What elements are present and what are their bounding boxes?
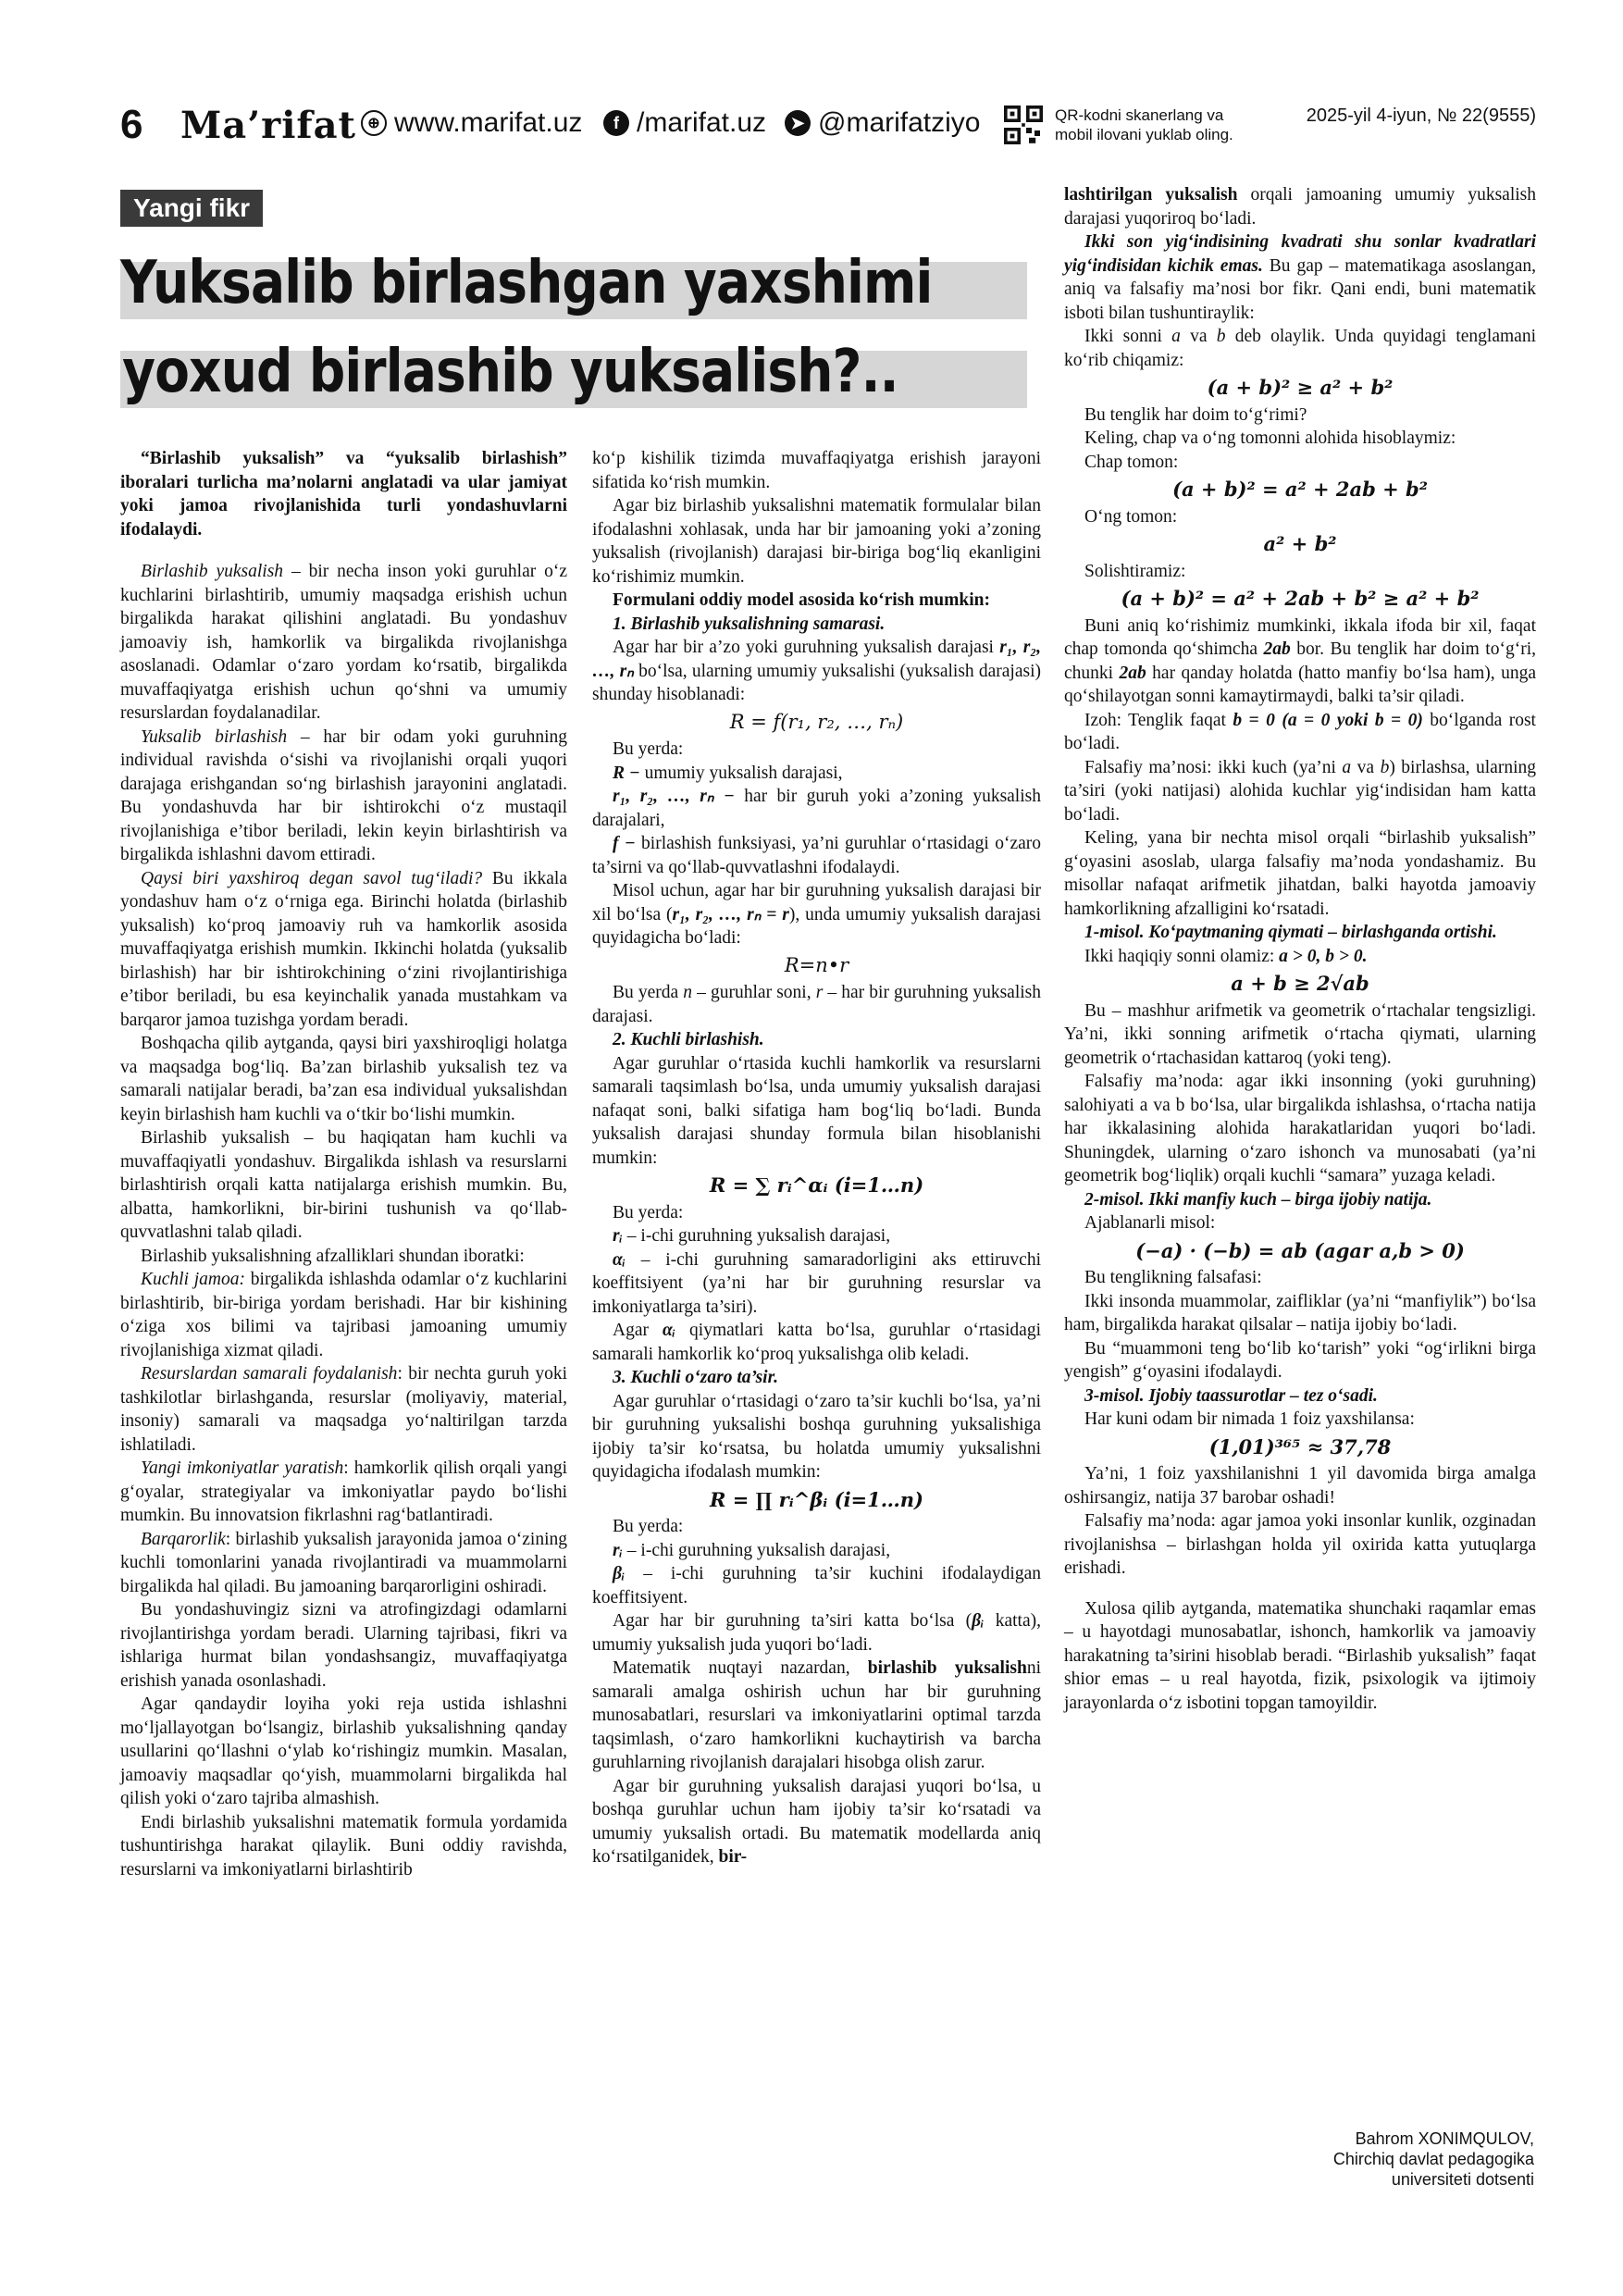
formula-10: (−a) · (−b) = ab (agar a,b > 0) [1135,1238,1465,1262]
paragraph: Bu yerda: [613,739,684,759]
author-signature [1203,2128,1534,2190]
paragraph: Falsafiy ma’nosi: ikki kuch (ya’ni a va b) birlashsa, ularning ta’siri (yoki natijasi) alohida kuchlar yig‘indisidan ham katta bo‘ladi. [1064,757,1536,825]
definition: f − birlashish funksiyasi, ya’ni guruhlar o‘rtasidagi o‘zaro ta’sirni va qo‘llab-quvvatlashni ifodalaydi. [592,834,1041,877]
definition: rᵢ – i-chi guruhning yuksalish darajasi, [613,1226,891,1246]
paragraph: Bu yerda n – guruhlar soni, r – har bir guruhning yuksalish darajasi. [592,983,1042,1026]
paragraph: lashtirilgan yuksalish orqali jamoaning umumiy yuksalish darajasi yuqoriroq bo‘ladi. [1064,185,1536,229]
formula-6: (a + b)² = a² + 2ab + b² [1172,478,1428,501]
formula-2: R=n•r [784,953,849,976]
paragraph: Yangi imkoniyatlar yaratish: hamkorlik qilish orqali yangi g‘oyalar, strategiyalar va imkoniyatlar paydo bo‘lishi mumkin. Bu innovatsion fikrlashni rag‘batlantiradi. [120,1458,568,1525]
paragraph: Agar biz birlashib yuksalishni matematik formulalar bilan ifodalashni xohlasak, unda har bir jamoaning yoki a’zoning yuksalish (rivojlanish) darajasi bir-biriga bog‘liq ekanligini ko‘rishimiz mumkin. [592,496,1041,587]
definition: αᵢ – i-chi guruhning samaradorligini aks ettiruvchi koeffitsiyent (ya’ni har bir guruhning resurslar va imkoniyatlarga ta’siri). [592,1249,1041,1317]
telegram-link[interactable] [785,107,981,139]
paragraph: Ikki haqiqiy sonni olamiz: a > 0, b > 0. [1084,946,1368,966]
website-link[interactable] [361,107,582,139]
paragraph: Falsafiy ma’noda: agar jamoa yoki insonlar kunlik, ozginadan rivojlanishsa – birlashgan holda yil oxirida katta yutuqlarga erishadi. [1064,1511,1536,1578]
title-line-2: yoxud birlashib yuksalish?.. [122,338,898,406]
qr-caption: QR-kodni skanerlang va mobil ilovani yuklab oling. [1055,106,1233,143]
subheading: 1. Birlashib yuksalishning samarasi. [613,614,886,634]
website-text: www.marifat.uz [394,107,583,138]
paragraph: Har kuni odam bir nimada 1 foiz yaxshilansa: [1084,1409,1415,1429]
paragraph: Bu tenglik har doim to‘g‘rimi? [1084,404,1307,425]
paragraph: Birlashib yuksalish – bir necha inson yoki guruhlar o‘z kuchlarini birlashtirib, umumiy maqsadga erishish uchun birgalikda harakat qilishini anglatadi. Bu yondashuv jamoaviy ish, hamkorlik va birgalikda rivojlanishga asoslanadi. Odamlar o‘zaro yordam ko‘rsatib, birgalikda muvaffaqiyatga erishish uchun qo‘shni va umumiy resurslardan foydalanadilar. [120,562,568,723]
paragraph: Keling, yana bir nechta misol orqali “birlashib yuksalish” g‘oyasini asoslab, ularga falsafiy ma’noda yondashamiz. Bu misollar nafaqat arifmetik jihatdan, balki hayotda jamoaviy hamkorlikning afzalligini ko‘rsatadi. [1064,828,1536,919]
facebook-link[interactable] [603,107,766,139]
subheading: Formulani oddiy model asosida ko‘rish mumkin: [613,590,990,610]
paragraph: Ikki son yig‘indisining kvadrati shu sonlar kvadratlari yig‘indisidan kichik emas. Bu gap – matematikaga asoslangan, aniq va falsafiy ma’nosi bor fikr. Qani endi, buni matematik isboti bilan tushuntiraylik: [1064,232,1536,323]
newspaper-logo[interactable]: Ma’rifat [180,104,356,147]
paragraph: ko‘p kishilik tizimda muvaffaqiyatga erishish jarayoni sifatida ko‘rish mumkin. [592,449,1041,492]
definition: r₁, r₂, …, rₙ − har bir guruh yoki a’zoning yuksalish darajalari, [592,787,1041,830]
globe-icon: ⊕ [361,110,387,136]
telegram-icon: ➤ [785,110,811,136]
facebook-icon: f [603,110,629,136]
subheading: 2-misol. Ikki manfiy kuch – birga ijobiy natija. [1084,1189,1432,1210]
paragraph: Falsafiy ma’noda: agar ikki insonning (yoki guruhning) salohiyati a va b bo‘lsa, ular birgalikda ishlashsa, o‘rtacha natija har ikkalasining alohida harakatlaridan yuqori bo‘ladi. Shuningdek, ularning o‘zaro ishonch va munosabati (ya’ni geometrik bog‘liqlik) orqali kuchli “samara” yuzaga keladi. [1064,1072,1536,1185]
formula-4: R = ∏ rᵢ^βᵢ (i=1…n) [710,1487,923,1511]
paragraph: Bu tenglikning falsafasi: [1084,1268,1262,1287]
subheading: 2. Kuchli birlashish. [613,1030,764,1049]
column-3 [1064,183,1536,1715]
paragraph: Agar har bir guruhning ta’siri katta bo‘lsa (βᵢ katta), umumiy yuksalish juda yuqori bo‘ladi. [592,1611,1042,1655]
paragraph: Keling, chap va o‘ng tomonni alohida hisoblaymiz: [1084,428,1456,448]
author-affiliation: universiteti dotsenti [1391,2170,1534,2189]
issue-date: 2025-yil 4-iyun, № 22(9555) [1306,105,1536,126]
paragraph: Bu – mashhur arifmetik va geometrik o‘rtachalar tengsizligi. Ya’ni, ikki sonning arifmetik o‘rtacha qiymati, ularning geometrik o‘rtachasidan kattaroq (yoki teng). [1064,1000,1536,1068]
paragraph: Ya’ni, 1 foiz yaxshilanishni 1 yil davomida birga amalga oshirsangiz, natija 37 barobar oshadi! [1064,1464,1536,1508]
paragraph: Boshqacha qilib aytganda, qaysi biri yaxshiroqligi holatga va maqsadga bog‘liq. Ba’zan birlashib yuksalish tez va samarali natijalar beradi, ba’zan esa individual yuksalishdan keyin birlashish ham kuchli va o‘tkir bo‘lishi mumkin. [120,1034,567,1124]
paragraph: Agar αᵢ qiymatlari katta bo‘lsa, guruhlar o‘rtasidagi samarali hamkorlik ko‘proq yuksalishga olib keladi. [592,1321,1041,1364]
paragraph: Agar qandaydir loyiha yoki reja ustida ishlashni mo‘ljallayotgan bo‘lsangiz, birlashib yuksalishning qanday usullarini qo‘llashni o‘ylab ko‘rishingiz mumkin. Masalan, jamoaviy maqsadlar qo‘yish, muammolarni birgalikda hal qilish yoki o‘zaro tajriba almashish. [120,1694,567,1808]
rubric-label: Yangi fikr [120,190,263,227]
subheading: 3. Kuchli o‘zaro ta’sir. [613,1368,778,1387]
paragraph: Yuksalib birlashish – har bir odam yoki guruhning individual ravishda o‘sishi va rivojlanishi orqali yuqori darajaga erishgandan so‘ng birlashish jarayonini anglatadi. Bu yondashuvda har bir ishtirokchi o‘z mustaqil rivojlanishiga e’tibor beriladi, lekin keyin birlashtirish va birgalikda ishlashni davom ettiradi. [120,726,567,864]
column-2 [592,447,1041,1869]
formula-7: a² + b² [1263,532,1337,555]
paragraph: Agar guruhlar o‘rtasidagi o‘zaro ta’sir kuchli bo‘lsa, ya’ni bir guruhning yuksalishi boshqa guruhning yuksalishiga ijobiy ta’sir ko‘rsatsa, bu holatda umumiy yuksalishni quyidagicha ifodalash mumkin: [592,1391,1041,1482]
paragraph: Xulosa qilib aytganda, matematika shunchaki raqamlar emas – u hayotdagi munosabatlar, ishonch, hamkorlik va jamoaviy harakatning ta’sirini hisoblab beradi. “Birlashib yuksalish” faqat shior emas – u real hayotda, fizik, psixologik va ijtimoiy jarayonlarda o‘z isbotini topgan tamoyildir. [1064,1598,1536,1713]
paragraph: Solishtiramiz: [1084,561,1186,581]
paragraph: Bu yondashuvingiz sizni va atrofingizdagi odamlarni rivojlantirishga yordam beradi. Ularning tajribasi, fikri va ishlariga hurmat bilan yondashsangiz, muvaffaqiyatga erishish yanada osonlashadi. [120,1600,567,1691]
formula-3: R = ∑ rᵢ^αᵢ (i=1…n) [709,1173,924,1197]
article-lead: “Birlashib yuksalish” va “yuksalib birlashish” iboralari turlicha ma’nolarni anglatadi va ular jamiyat yoki jamoa rivojlanishida turli yondashuvlarni ifodalaydi. [120,449,567,540]
paragraph: Izoh: Tenglik faqat b = 0 (a = 0 yoki b = 0) bo‘lganda rost bo‘ladi. [1064,710,1536,753]
paragraph: Bu yerda: [613,1202,684,1222]
paragraph: Agar har bir a’zo yoki guruhning yuksalish darajasi r₁, r₂, …, rₙ bo‘lsa, ularning umumiy yuksalishi (yuksalish darajasi) shunday hisoblanadi: [592,638,1042,704]
formula-5: (a + b)² ≥ a² + b² [1207,376,1394,399]
paragraph: Misol uchun, agar har bir guruhning yuksalish darajasi bir xil bo‘lsa (r₁, r₂, …, rₙ = r), unda umumiy yuksalish darajasi quyidagicha bo‘ladi: [592,881,1042,948]
paragraph: Agar guruhlar o‘rtasida kuchli hamkorlik va resurslarni samarali taqsimlash bo‘lsa, unda umumiy yuksalish darajasi nafaqat soni, balki sifatiga ham bog‘liq bo‘ladi. Bunda yuksalish darajasi shunday formula bilan hisoblanishi mumkin: [592,1053,1041,1168]
formula-1: R = f(r₁, r₂, …, rₙ) [729,710,904,733]
formula-11: (1,01)³⁶⁵ ≈ 37,78 [1208,1434,1392,1458]
paragraph: Qaysi biri yaxshiroq degan savol tug‘iladi? Bu ikkala yondashuv ham o‘z o‘rniga ega. Birinchi holatda (birlashib yuksalish) ko‘proq jamoaviy ruh va hamkorlik asosida muvaffaqiyatga erishish mumkin. Ikkinchi holatda (yuksalib birlashish) har bir ishtirokchining o‘zini rivojlantirishiga e’tibor beriladi, bu esa keyinchalik yanada mustahkam va barqaror jamoa tuzishga yordam beradi. [120,868,567,1030]
facebook-text: /marifat.uz [637,107,767,138]
paragraph: Matematik nuqtayi nazardan, birlashib yuksalishni samarali amalga oshirish uchun har bir guruhning munosabatlari, resurslari va imkoniyatlarini optimal tarzda taqsimlash, o‘zaro hamkorlikni kuchaytirish va barcha guruhlarning rivojlanish darajalari hisobga olish zarur. [592,1658,1041,1772]
title-line-1: Yuksalib birlashgan yaxshimi [120,249,933,317]
qr-code-icon[interactable] [1004,105,1043,144]
paragraph: Birlashib yuksalishning afzalliklari shundan iboratki: [141,1246,525,1266]
paragraph: Birlashib yuksalish – bu haqiqatan ham kuchli va muvaffaqiyatli yondashuv. Birgalikda ishlash va resurslarni birlashtirish orqali katta natijalarga erishish mumkin. Bu, albatta, hamkorlikni, bir-birini tushunish va qo‘llab-quvvatlashni talab qiladi. [120,1128,567,1242]
author-affiliation: Chirchiq davlat pedagogika [1332,2150,1534,2168]
article-title [120,245,1027,430]
paragraph: Agar bir guruhning yuksalish darajasi yuqori bo‘lsa, u boshqa guruhlar uchun ham ijobiy ta’sir ko‘rsatadi va umumiy yuksalish ortadi. Bu matematik modellarda aniq ko‘rsatilganidek, bir- [592,1776,1041,1867]
paragraph: Bu “muammoni teng bo‘lib ko‘tarish” yoki “og‘irlikni birga yengish” g‘oyasini ifodalaydi. [1064,1338,1536,1382]
definition: rᵢ – i-chi guruhning yuksalish darajasi, [613,1540,891,1560]
subheading: 1-misol. Ko‘paytmaning qiymati – birlashganda ortishi. [1084,923,1497,942]
author-name: Bahrom XONIMQULOV, [1355,2129,1534,2148]
formula-8: (a + b)² = a² + 2ab + b² ≥ a² + b² [1121,587,1480,610]
paragraph: Buni aniq ko‘rishimiz mumkinki, ikkala ifoda bir xil, faqat chap tomonda qo‘shimcha 2ab bor. Bu tenglik har doim to‘g‘ri, chunki 2ab har qanday holatda (hatto manfiy bo‘lsa ham), unga qo‘shilayotgan sonni kamaytirmaydi, balki ta’sir qiladi. [1064,615,1537,706]
paragraph: Ikki sonni a va b deb olaylik. Unda quyidagi tenglamani ko‘rib chiqamiz: [1064,327,1536,370]
definition: R − umumiy yuksalish darajasi, [613,763,843,783]
column-1 [120,447,567,1881]
paragraph: O‘ng tomon: [1084,506,1178,527]
paragraph: Bu yerda: [613,1517,684,1536]
definition: βᵢ – i-chi guruhning ta’sir kuchini ifodalaydigan koeffitsiyent. [592,1564,1041,1607]
telegram-text: @marifatziyo [818,107,981,138]
paragraph: Barqarorlik: birlashib yuksalish jarayonida jamoa o‘zining kuchli tomonlarini yanada rivojlantiradi va muammolarni birgalikda hal qiladi. Bu jamoaning barqarorligini oshiradi. [120,1529,567,1596]
page-number: 6 [120,102,143,147]
paragraph: Chap tomon: [1084,452,1179,472]
formula-9: a + b ≥ 2√ab [1231,972,1369,995]
paragraph: Kuchli jamoa: birgalikda ishlashda odamlar o‘z kuchlarini birlashtirib, bir-biriga yordam berishadi. Har bir kishining o‘ziga xos bilimi va tajribasi jamoaning umumiy rivojlanishiga xizmat qiladi. [120,1270,567,1360]
subheading: 3-misol. Ijobiy taassurotlar – tez o‘sadi. [1084,1385,1378,1406]
paragraph: Ikki insonda muammolar, zaifliklar (ya’ni “manfiylik”) bo‘lsa ham, birgalikda harakat qilsalar – natija ijobiy bo‘ladi. [1064,1291,1536,1334]
page-header [120,102,1536,157]
paragraph: Ajablanarli misol: [1084,1213,1216,1233]
paragraph: Endi birlashib yuksalishni matematik formula yordamida tushuntirishga harakat qilaylik. Buni oddiy ravishda, resurslarni va imkoniyatlarni birlashtirib [120,1812,567,1880]
paragraph: Resurslardan samarali foydalanish: bir nechta guruh yoki tashkilotlar birlashganda, resurslar (moliyaviy, material, insoniy) samarali va maqsadga yo‘naltirilgan tarzda ishlatiladi. [120,1364,567,1455]
